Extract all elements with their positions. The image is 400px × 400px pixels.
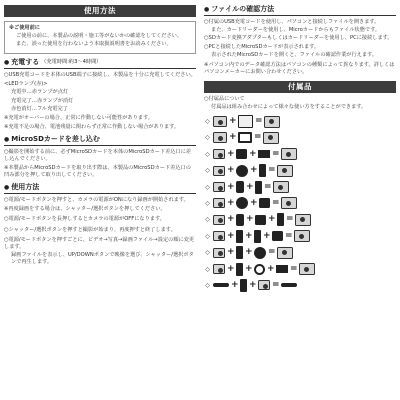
row-mark-icon: ◇: [205, 249, 210, 257]
charging-body: [4, 72, 196, 131]
charging-step: ※充電がオーバーの場合、正常に作動しない可能性があります。: [4, 115, 153, 122]
connector-icon: [236, 263, 243, 276]
equals-icon: =: [285, 230, 293, 241]
plus-icon: +: [250, 165, 258, 176]
file-check-step: 表示されたMicroSDカードを開くと、ファイルの確認作業が行えます。: [211, 51, 377, 58]
plus-icon: +: [268, 214, 276, 225]
round-mount-icon: [236, 165, 248, 177]
row-mark-icon: ◇: [205, 281, 210, 289]
accessory-row: [204, 179, 396, 195]
camera-icon: [213, 215, 225, 225]
usage-body: [4, 197, 196, 265]
camera-icon: [213, 198, 225, 208]
adhesive-plate-icon: [258, 150, 270, 158]
plus-icon: +: [249, 148, 257, 159]
plus-icon: +: [229, 116, 237, 126]
accessory-row: [204, 113, 396, 129]
equals-icon: =: [272, 279, 280, 290]
file-check-section: [204, 5, 396, 76]
charging-section: [4, 58, 196, 131]
row-mark-icon: ◇: [205, 199, 210, 207]
sd-title: MicroSDカードを差し込む: [11, 135, 100, 144]
accessory-diagram: [204, 113, 396, 293]
section-dot-icon: ●: [204, 6, 210, 13]
sd-step: ○撮影を開始する前に、必ずMicroSDカードを本体のMicroSDカード差込口に差し込んでください。: [4, 149, 192, 162]
base-mount-icon: [255, 215, 266, 225]
usage-step: ※再度録画をする場合は、シャッター/選択ボタンを押してください。: [4, 205, 166, 212]
frame-mount-icon: [238, 132, 252, 143]
connector-icon: [255, 181, 262, 194]
charging-subtitle: （充電時間:約3〜4時間）: [41, 58, 102, 65]
file-check-note: ※パソコン内でのデータ確認方法はパソコンの種類によって異なります。詳しくはパソコンメーカーにお問い合わせください。: [204, 62, 395, 75]
mounted-camera-icon: [295, 214, 311, 226]
mounted-camera-icon: [281, 148, 297, 160]
plus-icon: +: [249, 279, 257, 290]
row-mark-icon: ◇: [205, 150, 210, 158]
file-check-body: [204, 19, 396, 76]
plus-icon: +: [227, 148, 235, 159]
charging-step: ○USB充電コードを本体のUSB端子に接続し、本製品を十分に充電してください。: [4, 71, 196, 78]
equals-icon: =: [290, 263, 298, 274]
row-mark-icon: ◇: [205, 167, 210, 175]
row-mark-icon: ◇: [205, 265, 210, 273]
camera-icon: [213, 248, 225, 258]
mounted-camera-icon: [299, 263, 315, 275]
mounted-camera-icon: [273, 181, 289, 193]
camera-icon: [213, 116, 227, 127]
plus-icon: +: [227, 230, 235, 241]
usage-step: ○電源/モードボタンを押すと、カメラの電源がONになり録画が開始されます。: [4, 197, 189, 204]
equals-icon: =: [272, 148, 280, 159]
charging-title: 充電する: [11, 57, 40, 66]
accessory-row: [204, 228, 396, 244]
round-mount-icon: [236, 197, 248, 209]
file-check-rule: [204, 15, 396, 16]
equals-icon: =: [264, 181, 272, 192]
charging-step: 充電完了…赤ランプが消灯: [11, 97, 74, 104]
file-check-title: ファイルの確認方法: [211, 5, 275, 13]
charging-step: 充電中…赤ランプが点灯: [11, 89, 69, 96]
mounted-camera-icon: [277, 165, 293, 177]
handlebar-camera-icon: [281, 283, 297, 287]
usage-heading: [4, 183, 196, 192]
accessories-intro: [204, 96, 396, 111]
connector-icon: [277, 213, 284, 226]
connector-icon: [240, 279, 247, 292]
plus-icon: +: [227, 247, 235, 258]
plus-icon: +: [263, 230, 271, 241]
base-mount-icon: [236, 149, 247, 159]
camera-icon: [213, 264, 225, 274]
file-check-step: ○PCと接続したMicroSDカードが表示されます。: [204, 43, 320, 50]
equals-icon: =: [272, 197, 280, 208]
equals-icon: =: [254, 132, 262, 143]
plus-icon: +: [227, 181, 235, 192]
connector-icon: [254, 230, 261, 243]
mounted-camera-icon: [294, 230, 310, 242]
equals-icon: =: [268, 165, 276, 176]
camera-icon: [213, 166, 225, 176]
plus-icon: +: [246, 214, 254, 225]
equals-icon: =: [255, 116, 263, 126]
plus-icon: +: [227, 197, 235, 208]
plus-icon: +: [229, 132, 237, 143]
file-check-step: ○SDカード変換アダプターもしくはカードリーダーを使用し、PCに接続します。: [204, 35, 393, 42]
sd-rule: [4, 145, 196, 146]
intro-line-2: また、誤った使用を行わないよう本取扱説明書をお読みください。: [16, 41, 172, 48]
waterproof-case-icon: [238, 115, 253, 128]
camera-in-case-icon: [264, 116, 280, 128]
plus-icon: +: [227, 263, 235, 274]
charging-step: 赤色消灯…フル充電完了: [11, 105, 68, 112]
clip-mount-icon: [236, 181, 244, 193]
accessory-row: [204, 130, 396, 146]
camera-icon: [213, 149, 225, 159]
charging-rule: [4, 68, 196, 69]
clip-mount-icon: [236, 214, 244, 226]
intro-line-1: ご使用の前に、本製品の説明・施工等がないかの確認をしてください。: [16, 33, 183, 40]
row-mark-icon: ◇: [205, 183, 210, 191]
row-mark-icon: ◇: [205, 134, 210, 142]
accessory-row: [204, 244, 396, 260]
accessory-row: [204, 146, 396, 162]
usage-step: ○シャッター/選択ボタンを押すと撮影が始まり、再度押すと終了します。: [4, 226, 176, 233]
left-column: [4, 5, 196, 267]
plus-icon: +: [245, 247, 253, 258]
connector-icon: [236, 230, 243, 243]
accessory-row: [204, 212, 396, 228]
section-dot-icon: ●: [4, 136, 10, 144]
accessories-intro-line: 付属品は組み合わせによって様々な使い方をすることができます。: [211, 103, 367, 110]
base-mount-icon: [272, 231, 283, 241]
plus-icon: +: [245, 263, 253, 274]
camera-icon: [213, 231, 225, 241]
mounted-camera-icon: [277, 247, 293, 259]
usage-rule: [4, 193, 196, 194]
left-header-bar: 使用方法: [4, 5, 196, 17]
plus-icon: +: [227, 165, 235, 176]
usage-title: 使用方法: [11, 183, 40, 192]
plus-icon: +: [227, 214, 235, 225]
section-dot-icon: ●: [4, 58, 10, 66]
intro-box: [4, 21, 196, 54]
accessories-intro-title: ○付属品について: [204, 95, 245, 102]
usage-step: 録画ファイルを表示し、UP/DOWNボタンで映像を選び、シャッター/選択ボタンで再生します。: [11, 252, 194, 265]
accessories-header-bar: 付属品: [204, 81, 396, 93]
sd-step: ※本製品からMicroSDカードを取り出す際は、本製品のMicroSDカード差込口の凹み部分を押して取り出してください。: [4, 165, 191, 178]
accessory-row: [204, 277, 396, 293]
file-check-heading: [204, 5, 396, 14]
plus-icon: +: [267, 263, 275, 274]
mounted-camera-icon: [281, 197, 297, 209]
sd-heading: [4, 135, 196, 144]
camera-icon: [213, 182, 225, 192]
intro-title: ※ご使用前に: [9, 25, 40, 31]
row-mark-icon: ◇: [205, 118, 210, 125]
sd-section: [4, 135, 196, 178]
camera-icon: [258, 280, 270, 290]
charging-step: ※充電不足の場合、電池残量に関わらず正常に作動しない場合があります。: [4, 123, 180, 130]
plus-icon: +: [231, 279, 239, 290]
accessory-row: [204, 195, 396, 211]
connector-icon: [259, 164, 266, 177]
connector-icon: [236, 246, 243, 259]
plus-icon: +: [245, 230, 253, 241]
camera-icon: [213, 132, 227, 143]
file-check-step: また、カードリーダーを使用し、Microカードからもファイル状態です。: [211, 27, 381, 34]
adhesive-plate-icon: [276, 265, 288, 273]
equals-icon: =: [268, 247, 276, 258]
file-check-step: ○付属のUSB充電コードを使用し、パソコンと接続しファイルを開きます。: [204, 19, 380, 25]
equals-icon: =: [286, 214, 294, 225]
accessory-row: [204, 162, 396, 178]
charging-step: <LEDランプ(赤)>: [4, 81, 48, 88]
handlebar-mount-icon: [213, 283, 229, 287]
row-mark-icon: ◇: [205, 216, 210, 224]
plus-icon: +: [250, 197, 258, 208]
base-mount-icon: [259, 198, 270, 208]
usage-step: ○電源/モードボタンを長押しするとカメラの電源がOFFになります。: [4, 216, 165, 223]
accessory-row: [204, 261, 396, 277]
ring-mount-icon: [254, 264, 265, 275]
round-mount-icon: [254, 247, 266, 259]
right-column: [204, 5, 396, 294]
plus-icon: +: [246, 181, 254, 192]
usage-step: ○電源/モードボタンを押すごとに、ビデオ→写真→録画ファイル→設定の順に変更します。: [4, 237, 195, 251]
camera-in-frame-icon: [263, 132, 279, 144]
row-mark-icon: ◇: [205, 232, 210, 240]
usage-section: [4, 183, 196, 265]
charging-heading: [4, 58, 196, 67]
section-dot-icon: ●: [4, 184, 10, 192]
sd-body: [4, 149, 196, 178]
